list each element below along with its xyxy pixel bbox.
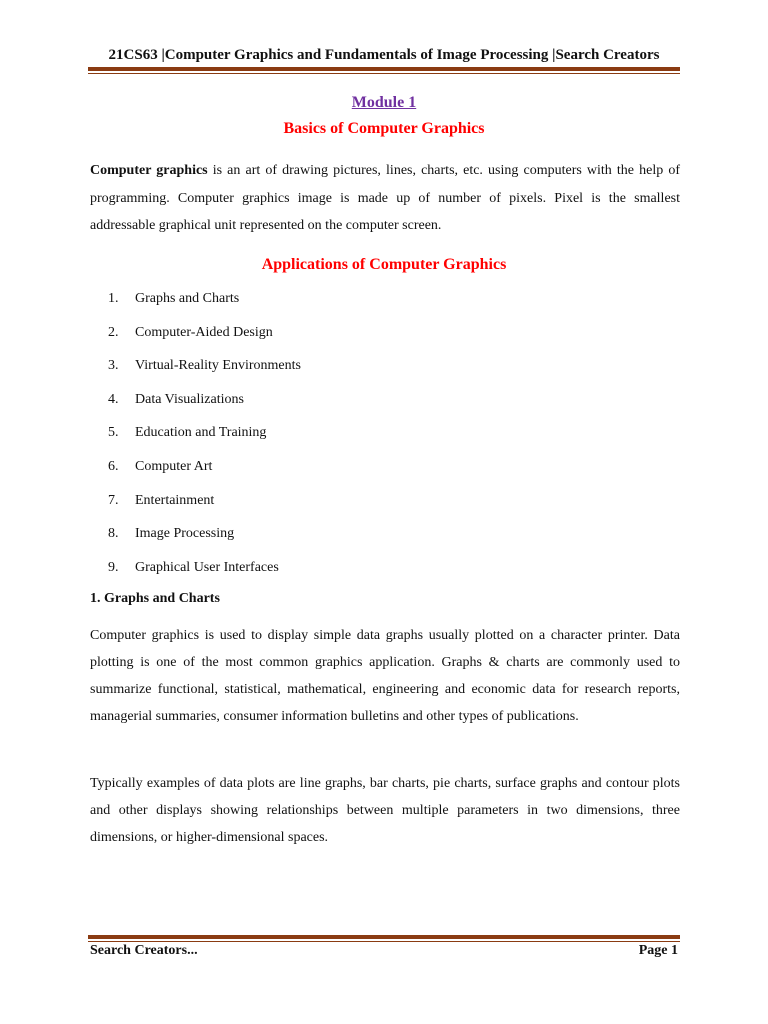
list-item-label: Graphs and Charts [135, 291, 240, 306]
list-item [108, 491, 301, 525]
list-item-number: 2. [108, 324, 119, 340]
list-item [108, 457, 301, 491]
page-header-title: 21CS63 |Computer Graphics and Fundamentals of Image Processing |Search Creators [108, 47, 660, 63]
list-item-number: 8. [108, 526, 119, 542]
list-item [108, 423, 301, 457]
header-divider-thick [88, 67, 680, 71]
list-item-label: Graphical User Interfaces [135, 559, 279, 575]
list-item-label: Virtual-Reality Environments [135, 358, 301, 374]
list-item-label: Computer Art [135, 458, 213, 474]
list-item-number: 4. [108, 391, 119, 407]
list-item-label: Image Processing [135, 526, 235, 542]
module-subtitle: Basics of Computer Graphics [283, 120, 485, 137]
list-item [108, 558, 301, 592]
list-item-label: Computer-Aided Design [135, 324, 273, 340]
list-item [108, 524, 301, 558]
intro-text: is an art of drawing pictures, lines, charts, etc. using computers with the help of programming. Computer graphics image is made up of number of pixels. Pixel is the smallest addressable graphical unit represented on the computer screen. [90, 163, 680, 233]
list-item-number: 1. [108, 291, 119, 306]
section-paragraph-1: Computer graphics is used to display simple data graphs usually plotted on a character printer. Data plotting is one of the most common graphics application. Graphs & charts are commonly used to summarize functional, statistical, mathematical, engineering and economic data for research reports, managerial summaries, consumer information bulletins and other types of publications. [90, 628, 680, 724]
list-item [108, 390, 301, 424]
list-item-number: 6. [108, 458, 119, 474]
list-item [108, 289, 301, 323]
list-item [108, 356, 301, 390]
footer-author: Search Creators... [90, 943, 198, 958]
applications-heading: Applications of Computer Graphics [261, 256, 507, 273]
list-item-label: Entertainment [135, 492, 215, 508]
section-paragraph-2: Typically examples of data plots are line graphs, bar charts, pie charts, surface graphs and contour plots and other displays showing relationships between multiple parameters in two dimensions, three dimensions, or higher-dimensional spaces. [90, 776, 680, 845]
list-item-number: 5. [108, 425, 119, 441]
intro-term: Computer graphics [90, 163, 208, 178]
list-item [108, 323, 301, 357]
section-heading: 1. Graphs and Charts [90, 591, 220, 606]
intro-paragraph [90, 157, 680, 240]
list-item-number: 9. [108, 559, 119, 575]
applications-list [108, 289, 301, 591]
page-number: Page 1 [638, 943, 678, 958]
header-divider-thin [88, 73, 680, 74]
list-item-label: Education and Training [135, 425, 267, 441]
footer-divider-thick [88, 935, 680, 939]
list-item-number: 7. [108, 492, 119, 508]
module-title: Module 1 [351, 94, 417, 111]
footer-divider-thin [88, 941, 680, 942]
list-item-number: 3. [108, 358, 119, 374]
list-item-label: Data Visualizations [135, 391, 244, 407]
